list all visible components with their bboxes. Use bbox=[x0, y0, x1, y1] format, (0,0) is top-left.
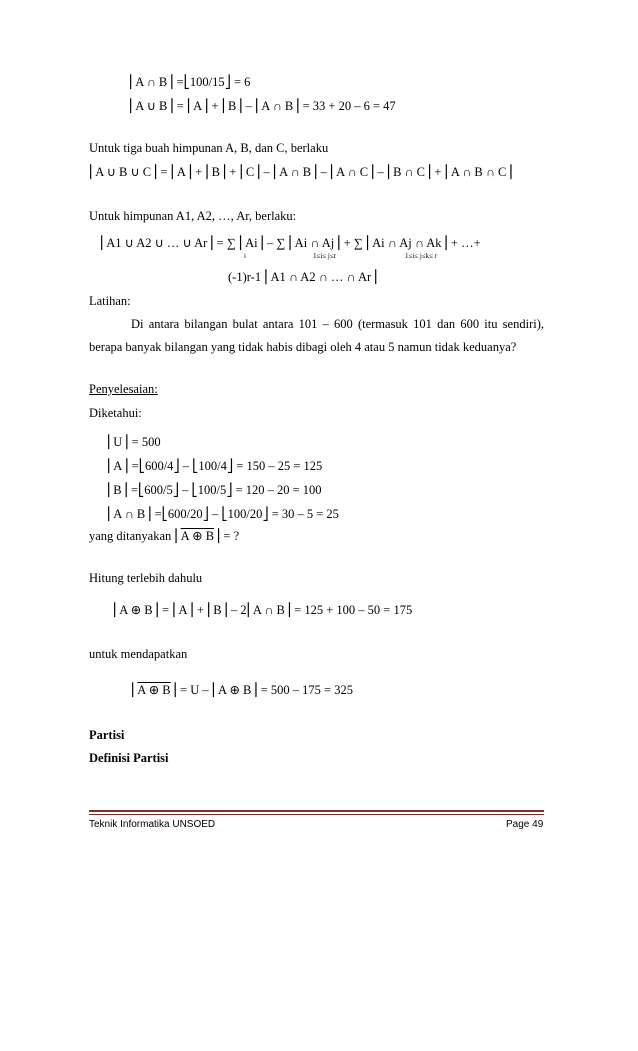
sum-index-ijk: 1≤i≤ j≤k≤ r bbox=[405, 252, 438, 260]
heading-definisi-partisi: Definisi Partisi bbox=[89, 751, 169, 765]
text-untuk-mendapatkan: untuk mendapatkan bbox=[89, 647, 188, 661]
formula-a: ⎜A⎟ =⎣600/4⎦ – ⎣100/4⎦ = 150 – 25 = 125 bbox=[107, 459, 323, 473]
formula-symmetric-difference: ⎜A ⊕ B⎟ = ⎜A⎟ + ⎜B⎟ – 2⎜A ∩ B⎟ = 125 + 100 – 50 = 175 bbox=[113, 603, 413, 617]
text-r-sets: Untuk himpunan A1, A2, …, Ar, berlaku: bbox=[89, 209, 297, 223]
question-prefix: yang ditanyakan ⎜ bbox=[89, 529, 181, 543]
result-suffix: ⎟ = U – ⎜A ⊕ B⎟ = 500 – 175 = 325 bbox=[170, 683, 353, 697]
formula-a-intersect-b: ⎜A ∩ B⎟ =⎣600/20⎦ – ⎣100/20⎦ = 30 – 5 = 25 bbox=[107, 507, 339, 521]
sum-index-i: i bbox=[244, 252, 246, 260]
question-complement: A ⊕ B bbox=[180, 529, 215, 543]
sum-index-ij: 1≤i≤ j≤r bbox=[313, 252, 336, 260]
formula-inclusion-exclusion: ⎜A1 ∪ A2 ∪ … ∪ Ar⎟ = ∑ ⎜Ai⎟ – ∑ ⎜Ai ∩ Aj⎟ + ∑ ⎜Ai ∩ Aj ∩ Ak⎟ + …+ bbox=[100, 236, 481, 250]
formula-union-ab: ⎜A ∪ B⎟ = ⎜A⎟ + ⎜B⎟ – ⎜A ∩ B⎟ = 33 + 20 – 6 = 47 bbox=[129, 99, 396, 113]
formula-complement-result bbox=[131, 684, 353, 697]
exercise-line-2: berapa banyak bilangan yang tidak habis dibagi oleh 4 atau 5 namun tidak keduanya? bbox=[89, 340, 517, 354]
question-suffix: ⎟ = ? bbox=[214, 529, 240, 543]
heading-latihan: Latihan: bbox=[89, 294, 131, 308]
result-prefix: ⎜ bbox=[131, 683, 138, 697]
footer-left: Teknik Informatika UNSOED bbox=[89, 819, 216, 830]
result-complement: A ⊕ B bbox=[137, 683, 171, 697]
heading-penyelesaian: Penyelesaian: bbox=[89, 382, 158, 396]
exercise-line-1: Di antara bilangan bulat antara 101 – 600 (termasuk 101 dan 600 itu sendiri), bbox=[131, 317, 544, 331]
text-diketahui: Diketahui: bbox=[89, 406, 142, 420]
footer-page-number: Page 49 bbox=[506, 819, 544, 830]
text-three-sets: Untuk tiga buah himpunan A, B, dan C, berlaku bbox=[89, 141, 329, 155]
heading-partisi: Partisi bbox=[89, 728, 125, 742]
formula-b: ⎜B⎟ =⎣600/5⎦ – ⎣100/5⎦ = 120 – 20 = 100 bbox=[107, 483, 322, 497]
text-question bbox=[89, 530, 239, 543]
formula-intersection-ab: ⎜A ∩ B⎟ =⎣100/15⎦ = 6 bbox=[129, 75, 251, 89]
footer-rule-thin bbox=[89, 814, 544, 815]
footer-rule bbox=[89, 810, 544, 812]
formula-inclusion-exclusion-tail: (-1)r-1 ⎜A1 ∩ A2 ∩ … ∩ Ar⎟ bbox=[228, 270, 378, 284]
formula-union-abc: ⎜A ∪ B ∪ C⎟ = ⎜A⎟ + ⎜B⎟ + ⎜C⎟ – ⎜A ∩ B⎟ – ⎜A ∩ C⎟ – ⎜B ∩ C⎟ + ⎜A ∩ B ∩ C⎟ bbox=[89, 165, 513, 179]
formula-u: ⎜U⎟ = 500 bbox=[107, 435, 161, 449]
text-hitung: Hitung terlebih dahulu bbox=[89, 571, 203, 585]
